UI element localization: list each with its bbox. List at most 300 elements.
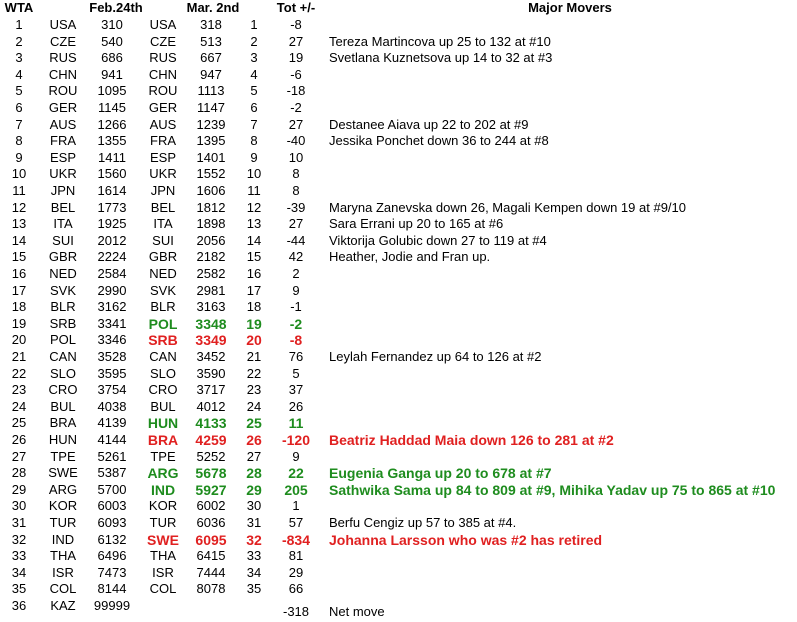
- header-row: [0, 0, 797, 17]
- rank-cell: 3: [15, 50, 23, 66]
- mar-points-cell: 1113: [197, 83, 225, 99]
- mar-rank-cell: 35: [246, 581, 262, 597]
- mar-points-cell: 4259: [195, 432, 227, 448]
- table-row: [0, 17, 797, 34]
- table-row: [0, 399, 797, 416]
- total-change-cell: 19: [288, 50, 304, 66]
- mar-country-cell: SWE: [147, 531, 179, 548]
- feb-points-cell: 2990: [97, 282, 127, 298]
- rank-cell: 19: [11, 315, 27, 331]
- mar-rank-cell: 16: [246, 266, 262, 281]
- feb-country-cell: KOR: [48, 498, 78, 514]
- mar-rank-cell: 3: [250, 50, 258, 66]
- feb-country-cell: CRO: [48, 382, 78, 398]
- feb-points-cell: 4038: [97, 398, 127, 414]
- feb-points-cell: 6093: [97, 515, 127, 530]
- table-row: [0, 117, 797, 134]
- major-movers-cell: Viktorija Golubic down 27 to 119 at #4: [329, 232, 547, 248]
- mar-points-cell: 1239: [196, 116, 226, 132]
- feb-country-cell: BUL: [50, 398, 76, 414]
- total-change-cell: 11: [288, 415, 304, 432]
- total-change-cell: -18: [286, 83, 306, 99]
- mar-points-cell: 2582: [196, 266, 226, 281]
- feb-points-cell: 4139: [97, 415, 127, 431]
- feb-country-cell: FRA: [50, 133, 76, 149]
- table-row: [0, 482, 797, 499]
- rank-cell: 8: [15, 133, 23, 149]
- mar-points-cell: 4133: [195, 415, 227, 432]
- table-row: [0, 50, 797, 67]
- rank-cell: 6: [15, 100, 23, 115]
- mar-country-cell: ITA: [153, 216, 173, 232]
- table-row: [0, 100, 797, 117]
- mar-country-cell: BLR: [150, 299, 176, 315]
- feb-country-cell: CZE: [50, 33, 76, 49]
- mar-rank-cell: 17: [246, 282, 262, 298]
- feb-country-cell: SWE: [48, 465, 78, 481]
- table-row: [0, 233, 797, 250]
- total-change-cell: 29: [288, 564, 304, 580]
- mar-rank-cell: 19: [246, 315, 262, 332]
- feb-country-cell: CAN: [49, 349, 77, 364]
- mar-points-cell: 3590: [196, 365, 226, 381]
- mar-points-cell: 1812: [196, 199, 226, 215]
- mar-country-cell: CAN: [149, 349, 177, 364]
- feb-points-cell: 310: [101, 17, 123, 32]
- mar-rank-cell: 4: [250, 66, 258, 82]
- mar-country-cell: SVK: [149, 282, 176, 298]
- feb-points-cell: 1355: [97, 133, 127, 149]
- feb-points-cell: 6003: [97, 498, 127, 514]
- table-row: [0, 183, 797, 200]
- mar-country-cell: BEL: [150, 199, 176, 215]
- total-change-cell: -8: [290, 17, 302, 32]
- mar-rank-cell: 28: [246, 465, 262, 482]
- major-movers-cell: Berfu Cengiz up 57 to 385 at #4.: [329, 515, 517, 530]
- total-change-cell: 5: [292, 365, 300, 381]
- rank-cell: 36: [11, 598, 27, 613]
- feb-points-cell: 1145: [98, 100, 126, 115]
- table-row: [0, 449, 797, 466]
- feb-country-cell: BEL: [50, 199, 76, 215]
- major-movers-cell: Beatriz Haddad Maia down 126 to 281 at #2: [329, 432, 614, 448]
- mar-rank-cell: 25: [246, 415, 262, 432]
- rank-cell: 4: [15, 66, 23, 82]
- total-change-cell: 66: [288, 581, 304, 597]
- feb-points-cell: 4144: [97, 432, 127, 447]
- total-change-cell: -40: [286, 133, 306, 149]
- mar-country-cell: AUS: [149, 116, 177, 132]
- feb-country-cell: RUS: [49, 50, 77, 66]
- total-change-cell: -44: [286, 232, 306, 248]
- header-feb: Feb.24th: [89, 0, 143, 15]
- feb-country-cell: GBR: [48, 249, 78, 265]
- rank-cell: 33: [11, 548, 27, 564]
- total-change-cell: 205: [284, 481, 308, 498]
- rank-cell: 35: [11, 581, 27, 597]
- total-change-cell: 10: [288, 149, 304, 165]
- mar-rank-cell: 29: [246, 481, 262, 498]
- mar-points-cell: 3452: [196, 349, 226, 364]
- rank-cell: 9: [15, 149, 23, 165]
- mar-country-cell: BUL: [150, 398, 176, 414]
- mar-rank-cell: 1: [250, 17, 258, 32]
- feb-points-cell: 1614: [97, 183, 127, 198]
- feb-country-cell: SLO: [49, 365, 76, 381]
- total-change-cell: -2: [290, 100, 302, 115]
- mar-points-cell: 5927: [195, 481, 227, 498]
- rank-cell: 15: [11, 249, 27, 265]
- mar-rank-cell: 5: [250, 83, 258, 99]
- mar-rank-cell: 32: [246, 531, 262, 548]
- mar-points-cell: 3717: [196, 382, 226, 398]
- header-wta: WTA: [4, 0, 34, 15]
- rank-cell: 25: [11, 415, 27, 431]
- table-row: [0, 515, 797, 532]
- rank-cell: 31: [11, 515, 27, 530]
- table-row: [0, 581, 797, 598]
- mar-points-cell: 1606: [196, 183, 226, 198]
- mar-points-cell: 1147: [197, 100, 225, 115]
- feb-points-cell: 3346: [97, 332, 127, 348]
- mar-rank-cell: 11: [247, 183, 261, 198]
- mar-country-cell: CHN: [148, 66, 178, 82]
- total-change-cell: 1: [292, 498, 300, 514]
- mar-points-cell: 2981: [196, 282, 226, 298]
- feb-country-cell: ARG: [48, 481, 78, 497]
- mar-rank-cell: 14: [246, 232, 262, 248]
- rank-cell: 16: [11, 266, 27, 281]
- feb-country-cell: SUI: [52, 232, 74, 248]
- mar-country-cell: GBR: [148, 249, 178, 265]
- feb-points-cell: 1560: [97, 166, 127, 182]
- major-movers-cell: Heather, Jodie and Fran up.: [329, 249, 491, 265]
- mar-country-cell: KOR: [148, 498, 178, 514]
- mar-country-cell: CZE: [150, 33, 176, 49]
- summary-row: [0, 604, 797, 621]
- feb-points-cell: 3162: [97, 299, 127, 315]
- mar-country-cell: TUR: [149, 515, 177, 530]
- feb-country-cell: TUR: [49, 515, 77, 530]
- mar-points-cell: 947: [200, 66, 222, 82]
- table-row: [0, 216, 797, 233]
- rank-cell: 28: [11, 465, 27, 481]
- major-movers-cell: Sara Errani up 20 to 165 at #6: [329, 216, 504, 232]
- feb-country-cell: ESP: [49, 149, 76, 165]
- mar-rank-cell: 31: [246, 515, 262, 530]
- feb-country-cell: ROU: [48, 83, 78, 99]
- rank-cell: 17: [11, 282, 27, 298]
- table-row: [0, 565, 797, 582]
- table-row: [0, 532, 797, 549]
- mar-rank-cell: 22: [246, 365, 262, 381]
- table-row: [0, 166, 797, 183]
- table-row: [0, 332, 797, 349]
- table-row: [0, 133, 797, 150]
- feb-points-cell: 5700: [97, 481, 127, 497]
- total-change-cell: 8: [292, 183, 300, 198]
- mar-points-cell: 6002: [196, 498, 226, 514]
- rank-cell: 7: [15, 116, 23, 132]
- feb-points-cell: 1266: [97, 116, 127, 132]
- mar-country-cell: SLO: [149, 365, 176, 381]
- mar-country-cell: BRA: [147, 432, 179, 448]
- feb-country-cell: AUS: [49, 116, 77, 132]
- feb-points-cell: 6496: [97, 548, 127, 564]
- feb-points-cell: 1095: [97, 83, 127, 99]
- net-total: -318: [282, 604, 310, 619]
- rank-cell: 5: [15, 83, 23, 99]
- rank-cell: 23: [11, 382, 27, 398]
- mar-country-cell: THA: [150, 548, 176, 564]
- mar-country-cell: ROU: [148, 83, 178, 99]
- mar-points-cell: 3349: [195, 332, 227, 349]
- mar-rank-cell: 15: [246, 249, 262, 265]
- feb-country-cell: BRA: [49, 415, 77, 431]
- total-change-cell: 8: [292, 166, 300, 182]
- total-change-cell: 57: [288, 515, 304, 530]
- table-row: [0, 548, 797, 565]
- feb-points-cell: 5261: [97, 448, 127, 464]
- mar-country-cell: COL: [149, 581, 177, 597]
- mar-country-cell: FRA: [150, 133, 176, 149]
- feb-points-cell: 1411: [98, 149, 126, 165]
- total-change-cell: 9: [292, 282, 300, 298]
- header-mar: Mar. 2nd: [186, 0, 240, 15]
- feb-points-cell: 1773: [97, 199, 127, 215]
- mar-points-cell: 8078: [196, 581, 226, 597]
- mar-rank-cell: 21: [246, 349, 262, 364]
- total-change-cell: -2: [289, 315, 303, 332]
- feb-country-cell: SVK: [49, 282, 76, 298]
- feb-points-cell: 3341: [97, 315, 127, 331]
- mar-country-cell: IND: [150, 481, 176, 498]
- total-change-cell: 26: [288, 398, 304, 414]
- rank-cell: 27: [11, 448, 27, 464]
- table-row: [0, 349, 797, 366]
- table-row: [0, 200, 797, 217]
- feb-points-cell: 540: [101, 33, 123, 49]
- mar-country-cell: SUI: [152, 232, 174, 248]
- mar-country-cell: POL: [148, 315, 178, 332]
- feb-points-cell: 6132: [97, 531, 127, 547]
- table-row: [0, 249, 797, 266]
- total-change-cell: 76: [288, 349, 304, 364]
- feb-points-cell: 8144: [97, 581, 127, 597]
- rank-cell: 11: [12, 183, 26, 198]
- feb-country-cell: TPE: [50, 448, 76, 464]
- major-movers-cell: Leylah Fernandez up 64 to 126 at #2: [329, 349, 542, 364]
- major-movers-cell: Eugenia Ganga up 20 to 678 at #7: [329, 465, 552, 482]
- feb-country-cell: JPN: [50, 183, 76, 198]
- feb-points-cell: 1925: [97, 216, 127, 232]
- feb-points-cell: 941: [101, 66, 123, 82]
- mar-country-cell: ISR: [152, 564, 174, 580]
- mar-points-cell: 7444: [196, 564, 226, 580]
- rank-cell: 34: [11, 564, 27, 580]
- major-movers-cell: Jessika Ponchet down 36 to 244 at #8: [329, 133, 549, 149]
- feb-points-cell: 3754: [97, 382, 127, 398]
- mar-country-cell: ESP: [149, 149, 176, 165]
- table-row: [0, 283, 797, 300]
- feb-country-cell: THA: [50, 548, 76, 564]
- total-change-cell: -120: [281, 432, 311, 448]
- mar-rank-cell: 6: [250, 100, 258, 115]
- total-change-cell: 27: [288, 116, 304, 132]
- total-change-cell: 9: [292, 448, 300, 464]
- table-row: [0, 316, 797, 333]
- major-movers-cell: Maryna Zanevska down 26, Magali Kempen down 19 at #9/10: [329, 199, 686, 215]
- mar-country-cell: NED: [149, 266, 177, 281]
- rank-cell: 18: [11, 299, 27, 315]
- rank-cell: 13: [11, 216, 27, 232]
- mar-country-cell: GER: [148, 100, 178, 115]
- major-movers-cell: Sathwika Sama up 84 to 809 at #9, Mihika Yadav up 75 to 865 at #10: [329, 481, 776, 498]
- rank-cell: 12: [11, 199, 27, 215]
- total-change-cell: -6: [290, 66, 302, 82]
- mar-rank-cell: 20: [246, 332, 262, 349]
- mar-rank-cell: 2: [250, 33, 258, 49]
- mar-points-cell: 1898: [196, 216, 226, 232]
- feb-country-cell: ITA: [53, 216, 73, 232]
- feb-points-cell: 3595: [97, 365, 127, 381]
- mar-country-cell: CRO: [148, 382, 178, 398]
- table-row: [0, 415, 797, 432]
- major-movers-cell: Johanna Larsson who was #2 has retired: [329, 531, 603, 548]
- feb-points-cell: 686: [101, 50, 123, 66]
- feb-country-cell: NED: [49, 266, 77, 281]
- mar-points-cell: 6415: [196, 548, 226, 564]
- feb-country-cell: HUN: [48, 432, 78, 447]
- mar-points-cell: 6036: [196, 515, 226, 530]
- mar-rank-cell: 26: [246, 432, 262, 448]
- feb-country-cell: BLR: [50, 299, 76, 315]
- mar-rank-cell: 12: [246, 199, 262, 215]
- mar-rank-cell: 27: [246, 448, 262, 464]
- table-row: [0, 67, 797, 84]
- total-change-cell: 81: [288, 548, 304, 564]
- total-change-cell: -1: [290, 299, 302, 315]
- rank-cell: 22: [11, 365, 27, 381]
- mar-rank-cell: 7: [250, 116, 258, 132]
- rank-cell: 30: [11, 498, 27, 514]
- mar-country-cell: JPN: [150, 183, 176, 198]
- table-row: [0, 150, 797, 167]
- mar-rank-cell: 10: [246, 166, 262, 182]
- feb-points-cell: 5387: [97, 465, 127, 481]
- total-change-cell: 27: [288, 216, 304, 232]
- mar-points-cell: 2056: [196, 232, 226, 248]
- feb-country-cell: KAZ: [50, 598, 76, 613]
- total-change-cell: 2: [292, 266, 300, 281]
- table-row: [0, 366, 797, 383]
- mar-points-cell: 1395: [196, 133, 226, 149]
- mar-rank-cell: 24: [246, 398, 262, 414]
- total-change-cell: 22: [288, 465, 304, 482]
- feb-country-cell: USA: [49, 17, 77, 32]
- table-row: [0, 34, 797, 51]
- rank-cell: 24: [11, 398, 27, 414]
- mar-rank-cell: 34: [246, 564, 262, 580]
- mar-country-cell: USA: [149, 17, 177, 32]
- mar-points-cell: 3348: [195, 315, 227, 332]
- table-row: [0, 498, 797, 515]
- mar-country-cell: ARG: [147, 465, 179, 482]
- table-row: [0, 382, 797, 399]
- mar-rank-cell: 30: [246, 498, 262, 514]
- mar-points-cell: 318: [200, 17, 222, 32]
- table-row: [0, 432, 797, 449]
- total-change-cell: -834: [281, 531, 311, 548]
- feb-country-cell: GER: [48, 100, 78, 115]
- rank-cell: 32: [11, 531, 27, 547]
- header-tot: Tot +/-: [276, 0, 316, 15]
- feb-country-cell: COL: [49, 581, 77, 597]
- mar-points-cell: 1552: [196, 166, 226, 182]
- mar-points-cell: 1401: [196, 149, 226, 165]
- mar-country-cell: HUN: [147, 415, 179, 432]
- net-label: Net move: [329, 604, 385, 619]
- feb-country-cell: SRB: [49, 315, 77, 331]
- feb-country-cell: UKR: [49, 166, 77, 182]
- header-movers: Major Movers: [528, 0, 612, 15]
- mar-rank-cell: 8: [250, 133, 258, 149]
- feb-country-cell: CHN: [48, 66, 78, 82]
- major-movers-cell: Destanee Aiava up 22 to 202 at #9: [329, 116, 529, 132]
- rank-cell: 10: [11, 166, 27, 182]
- total-change-cell: 27: [288, 33, 304, 49]
- rank-cell: 14: [11, 232, 27, 248]
- mar-points-cell: 2182: [196, 249, 226, 265]
- table-row: [0, 299, 797, 316]
- total-change-cell: 42: [288, 249, 304, 265]
- rank-cell: 20: [11, 332, 27, 348]
- feb-country-cell: IND: [51, 531, 75, 547]
- mar-country-cell: TPE: [150, 448, 176, 464]
- rank-cell: 21: [11, 349, 27, 364]
- mar-points-cell: 667: [200, 50, 222, 66]
- feb-points-cell: 3528: [97, 349, 127, 364]
- rank-cell: 26: [11, 432, 27, 447]
- mar-points-cell: 5678: [195, 465, 227, 482]
- mar-points-cell: 6095: [195, 531, 227, 548]
- table-row: [0, 465, 797, 482]
- mar-country-cell: SRB: [148, 332, 178, 349]
- mar-rank-cell: 18: [246, 299, 262, 315]
- feb-points-cell: 99999: [93, 598, 131, 613]
- major-movers-cell: Tereza Martincova up 25 to 132 at #10: [329, 33, 551, 49]
- mar-points-cell: 3163: [196, 299, 226, 315]
- feb-points-cell: 2584: [97, 266, 127, 281]
- mar-points-cell: 513: [200, 33, 222, 49]
- mar-rank-cell: 9: [250, 149, 258, 165]
- mar-points-cell: 5252: [196, 448, 226, 464]
- mar-points-cell: 4012: [196, 398, 226, 414]
- mar-rank-cell: 23: [246, 382, 262, 398]
- rank-cell: 1: [15, 17, 23, 32]
- mar-country-cell: RUS: [149, 50, 177, 66]
- table-row: [0, 266, 797, 283]
- feb-country-cell: POL: [49, 332, 76, 348]
- feb-points-cell: 2012: [97, 232, 127, 248]
- rank-cell: 29: [11, 481, 27, 497]
- mar-rank-cell: 13: [246, 216, 262, 232]
- table-row: [0, 83, 797, 100]
- rank-cell: 2: [15, 33, 23, 49]
- mar-rank-cell: 33: [246, 548, 262, 564]
- mar-country-cell: UKR: [149, 166, 177, 182]
- feb-country-cell: ISR: [52, 564, 74, 580]
